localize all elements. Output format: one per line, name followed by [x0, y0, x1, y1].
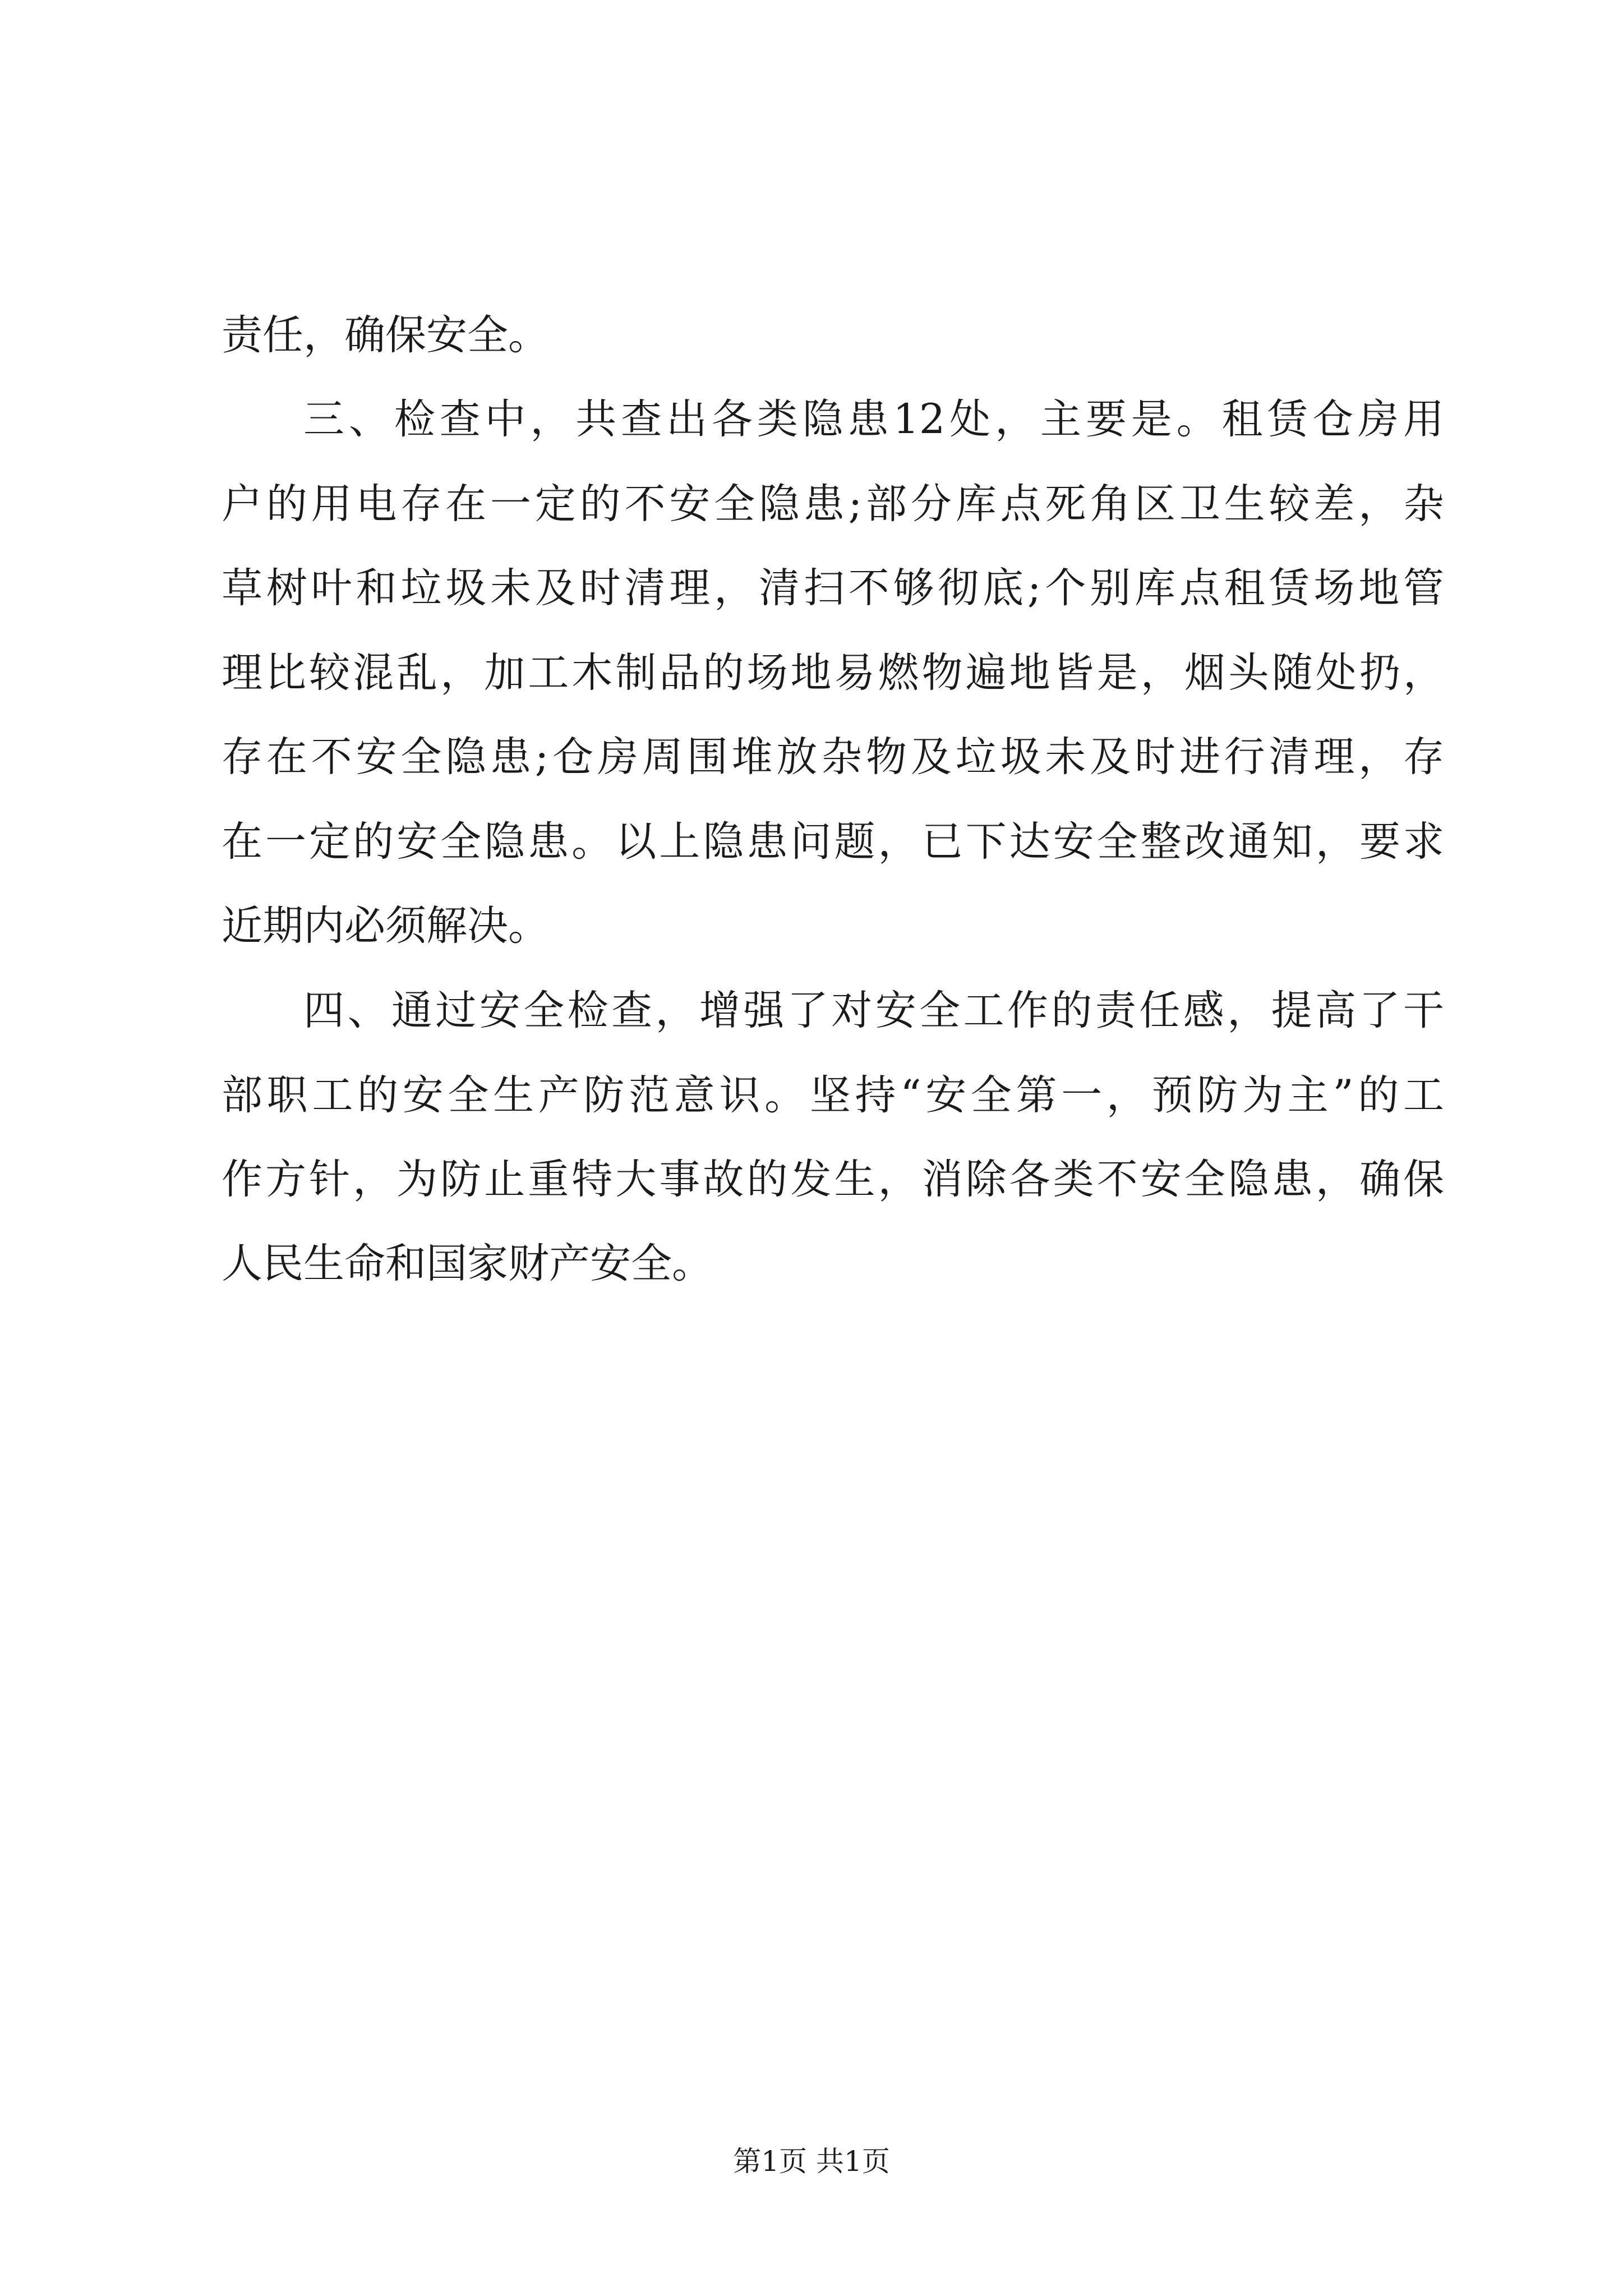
paragraph-line: 草树叶和垃圾未及时清理，清扫不够彻底;个别库点租赁场地管 [222, 564, 1444, 612]
paragraph-line: 理比较混乱，加工木制品的场地易燃物遍地皆是，烟头随处扔， [222, 649, 1444, 697]
paragraph-line: 作方针，为防止重特大事故的发生，消除各类不安全隐患，确保 [222, 1156, 1444, 1203]
page-footer: 第1页 共1页 [733, 2145, 890, 2178]
paragraph-line: 人民生命和国家财产安全。 [222, 1240, 713, 1287]
paragraph-line: 近期内必须解决。 [222, 902, 549, 950]
paragraph-line: 四、通过安全检查，增强了对安全工作的责任感，提高了干 [303, 987, 1444, 1034]
paragraph-line: 部职工的安全生产防范意识。坚持“安全第一，预防为主”的工 [222, 1071, 1444, 1119]
paragraph-line: 在一定的安全隐患。以上隐患问题，已下达安全整改通知，要求 [222, 818, 1444, 866]
paragraph-line: 三、检查中，共查出各类隐患12处，主要是。租赁仓房用 [303, 395, 1444, 443]
paragraph-line: 存在不安全隐患;仓房周围堆放杂物及垃圾未及时进行清理，存 [222, 733, 1444, 781]
paragraph-line: 户的用电存在一定的不安全隐患;部分库点死角区卫生较差，杂 [222, 480, 1444, 528]
paragraph-line: 责任，确保安全。 [222, 311, 549, 359]
